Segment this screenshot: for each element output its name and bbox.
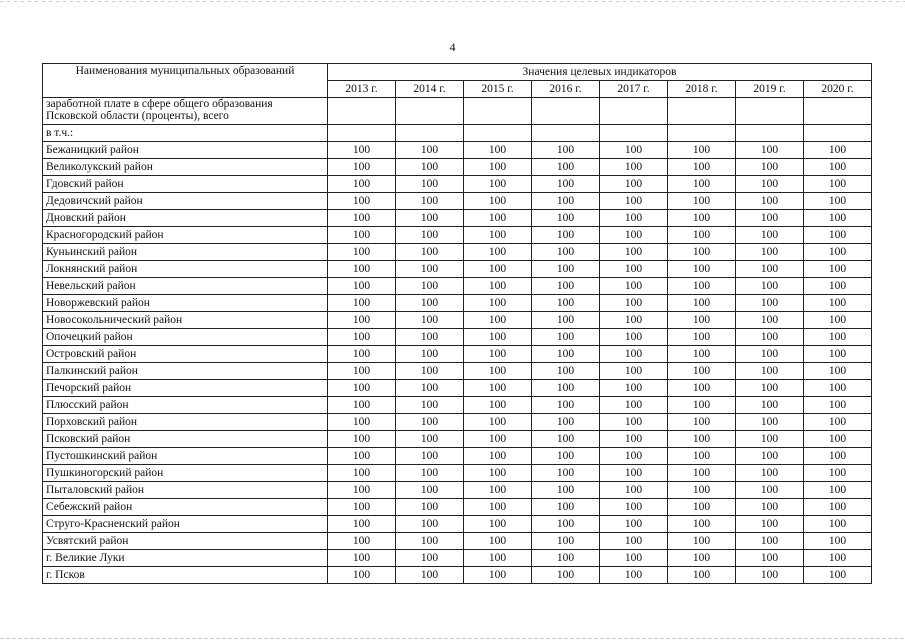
indicator-value: 100 xyxy=(804,482,872,499)
indicator-value: 100 xyxy=(804,499,872,516)
indicator-value: 100 xyxy=(396,380,464,397)
indicator-value: 100 xyxy=(804,380,872,397)
indicator-value: 100 xyxy=(464,516,532,533)
indicator-value: 100 xyxy=(396,482,464,499)
municipality-name: Псковский район xyxy=(43,431,328,448)
indicator-value: 100 xyxy=(804,159,872,176)
indicator-value: 100 xyxy=(396,363,464,380)
indicator-value: 100 xyxy=(464,465,532,482)
table-row xyxy=(43,516,872,533)
table-row xyxy=(43,261,872,278)
indicator-value: 100 xyxy=(532,329,600,346)
indicator-value: 100 xyxy=(804,295,872,312)
indicator-value: 100 xyxy=(600,380,668,397)
municipality-name: Печорский район xyxy=(43,380,328,397)
indicator-value: 100 xyxy=(396,448,464,465)
header-year: 2014 г. xyxy=(396,81,464,98)
indicator-value: 100 xyxy=(532,499,600,516)
indicator-value: 100 xyxy=(804,397,872,414)
municipality-name: Себежский район xyxy=(43,499,328,516)
table-row xyxy=(43,193,872,210)
indicator-value: 100 xyxy=(600,295,668,312)
municipality-name: Локнянский район xyxy=(43,261,328,278)
indicator-value: 100 xyxy=(668,414,736,431)
indicator-value: 100 xyxy=(736,397,804,414)
table-row xyxy=(43,278,872,295)
header-year: 2015 г. xyxy=(464,81,532,98)
indicator-value: 100 xyxy=(396,295,464,312)
indicator-value: 100 xyxy=(600,397,668,414)
indicator-value: 100 xyxy=(532,227,600,244)
indicator-value: 100 xyxy=(396,244,464,261)
description-line-2: Псковской области (проценты), всего xyxy=(46,110,229,122)
indicator-value: 100 xyxy=(532,465,600,482)
indicator-value: 100 xyxy=(464,363,532,380)
indicator-value: 100 xyxy=(532,482,600,499)
description-row xyxy=(43,98,872,125)
indicator-value: 100 xyxy=(600,516,668,533)
indicator-value: 100 xyxy=(328,346,396,363)
table-row xyxy=(43,176,872,193)
description-cell xyxy=(43,98,328,125)
municipality-name: Новосокольнический район xyxy=(43,312,328,329)
empty-cell xyxy=(804,98,872,125)
municipality-name: Усвятский район xyxy=(43,533,328,550)
indicator-value: 100 xyxy=(668,312,736,329)
indicator-value: 100 xyxy=(736,465,804,482)
indicator-value: 100 xyxy=(668,329,736,346)
municipality-name: Новоржевский район xyxy=(43,295,328,312)
municipality-name: Плюсский район xyxy=(43,397,328,414)
indicator-value: 100 xyxy=(804,567,872,584)
indicator-value: 100 xyxy=(600,159,668,176)
page-number: 4 xyxy=(449,40,456,54)
indicator-value: 100 xyxy=(804,448,872,465)
municipality-name: Невельский район xyxy=(43,278,328,295)
indicator-value: 100 xyxy=(736,414,804,431)
table-row xyxy=(43,159,872,176)
indicator-value: 100 xyxy=(804,227,872,244)
indicator-value: 100 xyxy=(600,193,668,210)
municipality-name: Опочецкий район xyxy=(43,329,328,346)
indicator-value: 100 xyxy=(804,431,872,448)
indicator-value: 100 xyxy=(600,414,668,431)
indicator-value: 100 xyxy=(668,295,736,312)
indicator-value: 100 xyxy=(804,533,872,550)
table-row xyxy=(43,448,872,465)
indicator-value: 100 xyxy=(736,176,804,193)
indicator-value: 100 xyxy=(736,516,804,533)
indicator-value: 100 xyxy=(396,312,464,329)
municipality-name: Порховский район xyxy=(43,414,328,431)
indicator-value: 100 xyxy=(668,516,736,533)
indicator-value: 100 xyxy=(464,176,532,193)
table-row xyxy=(43,380,872,397)
indicator-value: 100 xyxy=(464,397,532,414)
indicator-value: 100 xyxy=(600,550,668,567)
indicator-value: 100 xyxy=(396,465,464,482)
indicator-value: 100 xyxy=(464,278,532,295)
table-row xyxy=(43,482,872,499)
indicator-value: 100 xyxy=(804,329,872,346)
municipality-name: г. Псков xyxy=(43,567,328,584)
empty-cell xyxy=(532,125,600,142)
municipality-name: Гдовский район xyxy=(43,176,328,193)
indicator-value: 100 xyxy=(600,244,668,261)
indicators-table xyxy=(42,63,872,584)
empty-cell xyxy=(532,98,600,125)
indicator-value: 100 xyxy=(464,448,532,465)
indicator-value: 100 xyxy=(396,210,464,227)
indicator-value: 100 xyxy=(532,567,600,584)
indicator-value: 100 xyxy=(736,346,804,363)
indicator-value: 100 xyxy=(328,533,396,550)
indicator-value: 100 xyxy=(600,533,668,550)
indicator-value: 100 xyxy=(668,397,736,414)
indicator-value: 100 xyxy=(328,380,396,397)
header-year: 2017 г. xyxy=(600,81,668,98)
indicator-value: 100 xyxy=(532,414,600,431)
indicator-value: 100 xyxy=(396,159,464,176)
indicator-value: 100 xyxy=(464,533,532,550)
indicator-value: 100 xyxy=(328,227,396,244)
municipality-name: Пыталовский район xyxy=(43,482,328,499)
indicator-value: 100 xyxy=(668,499,736,516)
indicator-value: 100 xyxy=(328,295,396,312)
table-row xyxy=(43,550,872,567)
header-year: 2013 г. xyxy=(328,81,396,98)
indicator-value: 100 xyxy=(804,516,872,533)
subheader-row xyxy=(43,125,872,142)
indicator-value: 100 xyxy=(396,516,464,533)
indicator-value: 100 xyxy=(600,499,668,516)
indicator-value: 100 xyxy=(328,397,396,414)
indicator-value: 100 xyxy=(600,176,668,193)
indicator-value: 100 xyxy=(464,312,532,329)
header-year: 2016 г. xyxy=(532,81,600,98)
table-row xyxy=(43,533,872,550)
indicator-value: 100 xyxy=(464,482,532,499)
indicator-value: 100 xyxy=(396,499,464,516)
indicator-value: 100 xyxy=(804,465,872,482)
indicator-value: 100 xyxy=(532,397,600,414)
indicator-value: 100 xyxy=(736,499,804,516)
indicator-value: 100 xyxy=(736,159,804,176)
indicator-value: 100 xyxy=(600,210,668,227)
indicator-value: 100 xyxy=(328,414,396,431)
indicator-value: 100 xyxy=(464,346,532,363)
indicator-value: 100 xyxy=(668,550,736,567)
indicator-value: 100 xyxy=(464,295,532,312)
indicator-value: 100 xyxy=(328,448,396,465)
indicator-value: 100 xyxy=(532,312,600,329)
indicator-value: 100 xyxy=(804,210,872,227)
table-row xyxy=(43,329,872,346)
indicator-value: 100 xyxy=(668,210,736,227)
indicator-value: 100 xyxy=(600,346,668,363)
indicator-value: 100 xyxy=(328,363,396,380)
indicator-value: 100 xyxy=(532,193,600,210)
indicator-value: 100 xyxy=(736,227,804,244)
table-row xyxy=(43,142,872,159)
indicator-value: 100 xyxy=(328,244,396,261)
empty-cell xyxy=(328,125,396,142)
table-row xyxy=(43,363,872,380)
indicator-value: 100 xyxy=(600,261,668,278)
indicator-value: 100 xyxy=(668,176,736,193)
table-row xyxy=(43,567,872,584)
indicator-value: 100 xyxy=(328,499,396,516)
indicator-value: 100 xyxy=(600,329,668,346)
municipality-name: Палкинский район xyxy=(43,363,328,380)
indicator-value: 100 xyxy=(328,142,396,159)
indicator-value: 100 xyxy=(464,329,532,346)
header-target-indicators: Значения целевых индикаторов xyxy=(328,64,872,81)
indicator-value: 100 xyxy=(328,193,396,210)
indicator-value: 100 xyxy=(328,550,396,567)
indicator-value: 100 xyxy=(736,142,804,159)
indicator-value: 100 xyxy=(396,142,464,159)
indicator-value: 100 xyxy=(396,278,464,295)
indicator-value: 100 xyxy=(396,227,464,244)
municipality-name: г. Великие Луки xyxy=(43,550,328,567)
indicator-value: 100 xyxy=(464,431,532,448)
scan-edge-top xyxy=(0,1,905,2)
indicator-value: 100 xyxy=(736,550,804,567)
indicator-value: 100 xyxy=(668,533,736,550)
indicator-value: 100 xyxy=(396,550,464,567)
indicator-value: 100 xyxy=(464,380,532,397)
indicator-value: 100 xyxy=(532,346,600,363)
indicator-value: 100 xyxy=(736,363,804,380)
description-line-1: заработной плате в сфере общего образования xyxy=(46,98,273,110)
empty-cell xyxy=(464,125,532,142)
indicator-value: 100 xyxy=(668,227,736,244)
header-row-top xyxy=(43,64,872,81)
indicator-value: 100 xyxy=(668,567,736,584)
indicator-value: 100 xyxy=(532,210,600,227)
indicator-value: 100 xyxy=(668,278,736,295)
municipality-name: Пушкиногорский район xyxy=(43,465,328,482)
indicator-value: 100 xyxy=(600,482,668,499)
indicator-value: 100 xyxy=(532,142,600,159)
municipality-name: Великолукский район xyxy=(43,159,328,176)
indicator-value: 100 xyxy=(804,312,872,329)
indicator-value: 100 xyxy=(328,482,396,499)
indicator-value: 100 xyxy=(532,533,600,550)
table-row xyxy=(43,227,872,244)
indicator-value: 100 xyxy=(600,431,668,448)
indicator-value: 100 xyxy=(328,329,396,346)
indicator-value: 100 xyxy=(736,567,804,584)
municipality-name: Дедовичский район xyxy=(43,193,328,210)
indicator-value: 100 xyxy=(668,465,736,482)
empty-cell xyxy=(668,98,736,125)
empty-cell xyxy=(464,98,532,125)
table-row xyxy=(43,414,872,431)
indicator-value: 100 xyxy=(464,193,532,210)
indicator-value: 100 xyxy=(668,380,736,397)
indicator-value: 100 xyxy=(396,567,464,584)
indicator-value: 100 xyxy=(736,312,804,329)
indicator-value: 100 xyxy=(396,176,464,193)
indicator-value: 100 xyxy=(668,431,736,448)
indicator-value: 100 xyxy=(668,244,736,261)
indicator-value: 100 xyxy=(668,142,736,159)
indicator-value: 100 xyxy=(396,193,464,210)
table-row xyxy=(43,312,872,329)
scan-edge-bottom xyxy=(0,638,905,639)
table-row xyxy=(43,346,872,363)
table-row xyxy=(43,499,872,516)
header-year: 2019 г. xyxy=(736,81,804,98)
table-row xyxy=(43,244,872,261)
empty-cell xyxy=(804,125,872,142)
indicator-value: 100 xyxy=(668,261,736,278)
indicator-value: 100 xyxy=(328,516,396,533)
municipality-name: Красногородский район xyxy=(43,227,328,244)
indicator-value: 100 xyxy=(600,567,668,584)
indicator-value: 100 xyxy=(532,278,600,295)
indicator-value: 100 xyxy=(464,414,532,431)
indicator-value: 100 xyxy=(804,244,872,261)
indicator-value: 100 xyxy=(532,380,600,397)
indicator-value: 100 xyxy=(328,176,396,193)
indicator-value: 100 xyxy=(804,550,872,567)
table-row xyxy=(43,431,872,448)
indicator-value: 100 xyxy=(532,516,600,533)
indicator-value: 100 xyxy=(328,210,396,227)
indicator-value: 100 xyxy=(532,550,600,567)
indicator-value: 100 xyxy=(600,448,668,465)
indicator-value: 100 xyxy=(464,142,532,159)
municipality-name: Струго-Красненский район xyxy=(43,516,328,533)
indicator-value: 100 xyxy=(396,346,464,363)
indicator-value: 100 xyxy=(396,397,464,414)
table-row xyxy=(43,465,872,482)
indicator-value: 100 xyxy=(668,448,736,465)
indicator-value: 100 xyxy=(804,414,872,431)
empty-cell xyxy=(396,98,464,125)
indicator-value: 100 xyxy=(804,346,872,363)
indicator-value: 100 xyxy=(464,567,532,584)
indicator-value: 100 xyxy=(532,176,600,193)
indicator-value: 100 xyxy=(464,550,532,567)
empty-cell xyxy=(736,98,804,125)
indicator-value: 100 xyxy=(532,363,600,380)
indicator-value: 100 xyxy=(668,346,736,363)
empty-cell xyxy=(328,98,396,125)
indicator-value: 100 xyxy=(328,567,396,584)
indicator-value: 100 xyxy=(736,380,804,397)
indicator-value: 100 xyxy=(736,210,804,227)
header-year: 2020 г. xyxy=(804,81,872,98)
municipality-name: Куньинский район xyxy=(43,244,328,261)
indicator-value: 100 xyxy=(736,278,804,295)
table-row xyxy=(43,295,872,312)
indicator-value: 100 xyxy=(736,295,804,312)
indicator-value: 100 xyxy=(464,244,532,261)
indicator-value: 100 xyxy=(736,448,804,465)
municipality-name: Островский район xyxy=(43,346,328,363)
empty-cell xyxy=(396,125,464,142)
municipality-name: Дновский район xyxy=(43,210,328,227)
indicator-value: 100 xyxy=(396,431,464,448)
empty-cell xyxy=(736,125,804,142)
indicator-value: 100 xyxy=(532,431,600,448)
indicator-value: 100 xyxy=(396,261,464,278)
indicator-value: 100 xyxy=(736,482,804,499)
indicator-value: 100 xyxy=(736,193,804,210)
indicator-value: 100 xyxy=(804,176,872,193)
subheader-cell: в т.ч.: xyxy=(43,125,328,142)
indicator-value: 100 xyxy=(668,159,736,176)
indicator-value: 100 xyxy=(328,431,396,448)
header-municipality-name: Наименования муниципальных образований xyxy=(43,64,328,98)
indicator-value: 100 xyxy=(328,159,396,176)
indicator-value: 100 xyxy=(396,533,464,550)
indicator-value: 100 xyxy=(804,193,872,210)
indicator-value: 100 xyxy=(600,312,668,329)
indicator-value: 100 xyxy=(668,193,736,210)
indicator-value: 100 xyxy=(464,210,532,227)
table-row xyxy=(43,397,872,414)
municipality-name: Бежаницкий район xyxy=(43,142,328,159)
indicator-value: 100 xyxy=(328,278,396,295)
indicator-value: 100 xyxy=(532,159,600,176)
indicator-value: 100 xyxy=(328,312,396,329)
municipality-name: Пустошкинский район xyxy=(43,448,328,465)
indicator-value: 100 xyxy=(464,159,532,176)
indicator-value: 100 xyxy=(532,244,600,261)
indicator-value: 100 xyxy=(600,465,668,482)
indicator-value: 100 xyxy=(464,227,532,244)
indicator-value: 100 xyxy=(532,261,600,278)
indicator-value: 100 xyxy=(668,482,736,499)
table-row xyxy=(43,210,872,227)
empty-cell xyxy=(668,125,736,142)
indicator-value: 100 xyxy=(736,533,804,550)
indicator-value: 100 xyxy=(532,448,600,465)
indicator-value: 100 xyxy=(600,142,668,159)
indicator-value: 100 xyxy=(600,227,668,244)
header-year: 2018 г. xyxy=(668,81,736,98)
empty-cell xyxy=(600,98,668,125)
indicator-value: 100 xyxy=(736,431,804,448)
indicator-value: 100 xyxy=(396,414,464,431)
indicator-value: 100 xyxy=(668,363,736,380)
indicator-value: 100 xyxy=(328,261,396,278)
indicator-value: 100 xyxy=(464,499,532,516)
indicator-value: 100 xyxy=(804,261,872,278)
indicator-value: 100 xyxy=(328,465,396,482)
indicator-value: 100 xyxy=(804,278,872,295)
indicator-value: 100 xyxy=(804,142,872,159)
indicator-value: 100 xyxy=(804,363,872,380)
empty-cell xyxy=(600,125,668,142)
indicator-value: 100 xyxy=(600,278,668,295)
indicator-value: 100 xyxy=(396,329,464,346)
indicator-value: 100 xyxy=(464,261,532,278)
indicator-value: 100 xyxy=(600,363,668,380)
indicator-value: 100 xyxy=(736,244,804,261)
indicator-value: 100 xyxy=(736,329,804,346)
indicator-value: 100 xyxy=(532,295,600,312)
indicator-value: 100 xyxy=(736,261,804,278)
